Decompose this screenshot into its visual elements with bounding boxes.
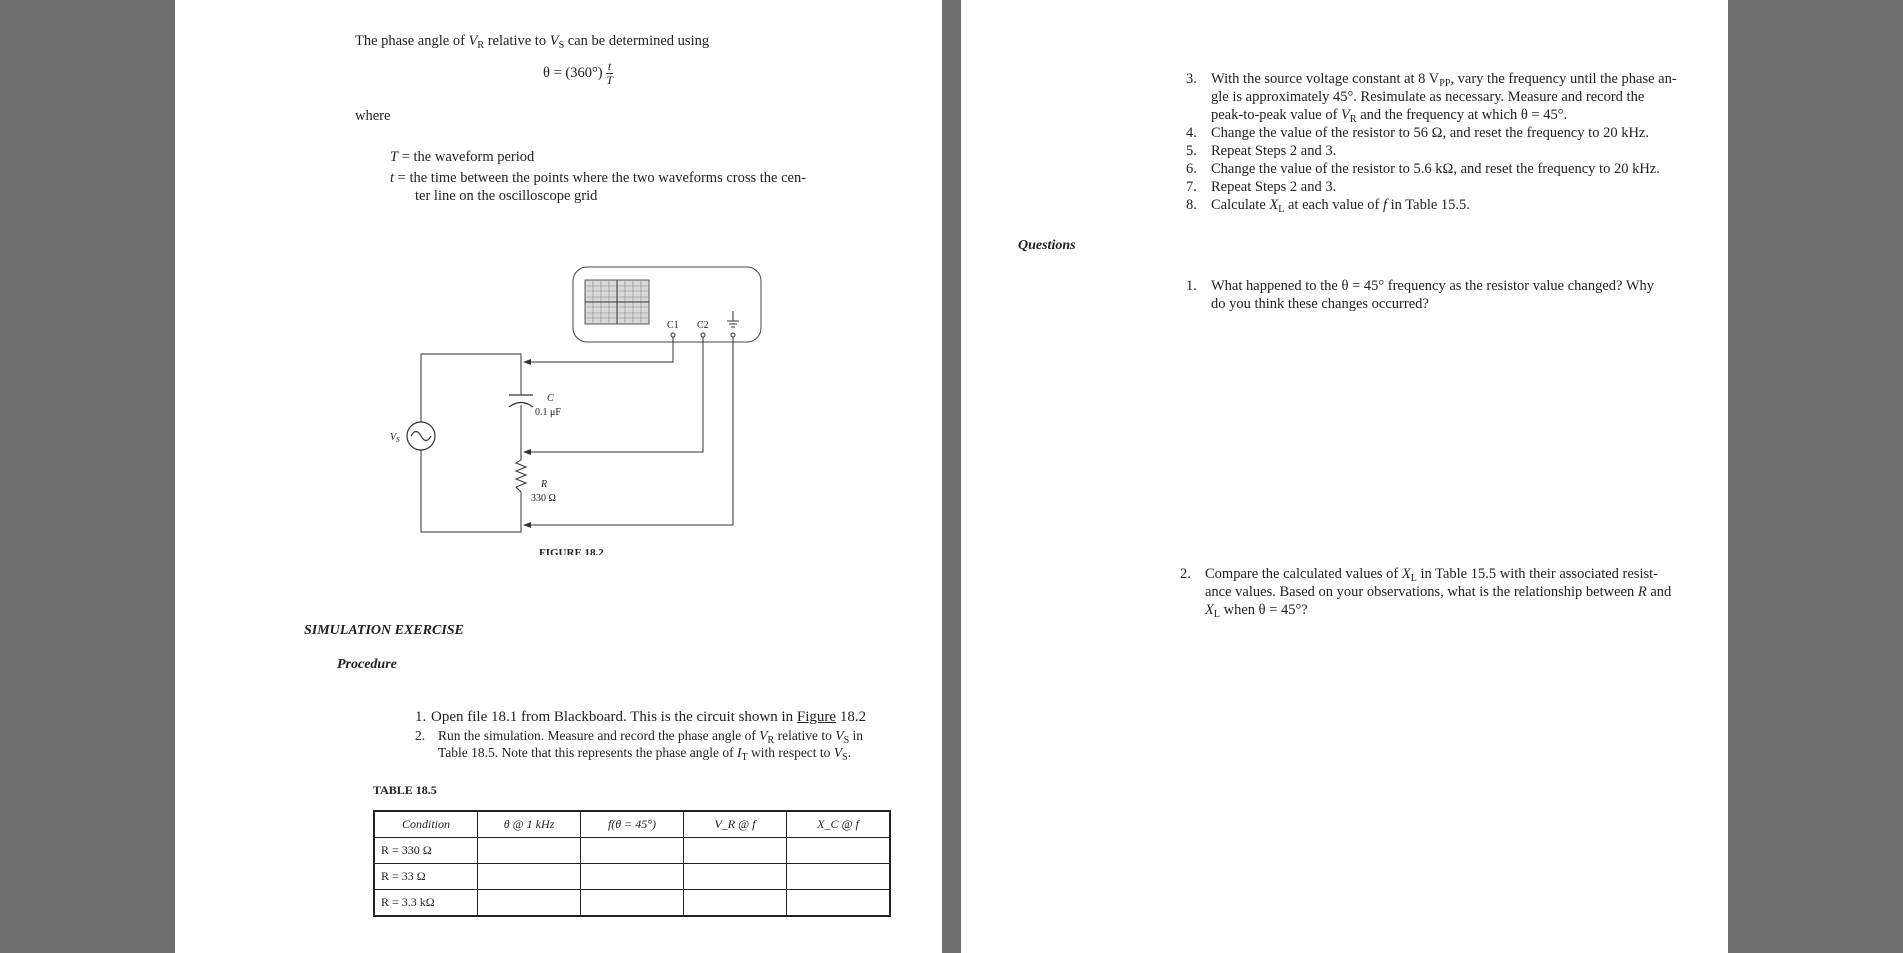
header-theta-1khz: θ @ 1 kHz — [478, 811, 581, 838]
table-cell — [581, 890, 684, 917]
question-2-line-2: ance values. Based on your observations, what is the relationship between R and — [1205, 584, 1672, 600]
table-cell — [787, 890, 891, 917]
table-cell — [684, 890, 787, 917]
question-2-line-3: $X_L$ when θ = 45°? — [1205, 602, 1308, 620]
table-cell — [478, 838, 581, 864]
table-row — [374, 864, 890, 890]
formula-fraction: $\frac{t}{T}$ — [606, 59, 613, 87]
table-cell — [581, 864, 684, 890]
figure-link[interactable]: Figure — [796, 709, 837, 725]
channel-1-label: C1 — [667, 320, 679, 331]
procedure-step-3-line-2: gle is approximately 45°. Resimulate as necessary. Measure and record the — [1211, 89, 1645, 105]
header-condition: Condition — [374, 811, 478, 838]
table-cell — [478, 890, 581, 917]
resistor-label: R — [541, 479, 548, 490]
table-cell — [684, 864, 787, 890]
capacitor-label: C — [547, 393, 554, 404]
table-header-row — [374, 811, 890, 838]
probe-arrowheads — [523, 359, 531, 528]
probe-wires — [525, 337, 733, 525]
oscilloscope-screen — [585, 280, 649, 324]
questions-heading: Questions — [1018, 238, 1076, 253]
ground-icon — [727, 311, 739, 327]
definition-time: t = the time between the points where the two waveforms cross the cen- — [390, 170, 807, 186]
capacitor-value: 0.1 μF — [535, 407, 561, 418]
resistor-symbol — [516, 460, 526, 492]
table-row — [374, 890, 890, 917]
cell-condition: R = 3.3 kΩ — [374, 890, 478, 917]
procedure-step-2-continued: Table 18.5. Note that this represents the phase angle of $I_T$ with respect to $V_S$. — [438, 745, 851, 763]
channel-2-label: C2 — [697, 320, 709, 331]
cell-condition: R = 33 Ω — [374, 864, 478, 890]
header-f-theta-45: f(θ = 45°) — [581, 811, 684, 838]
ac-source-symbol — [407, 422, 435, 450]
document-page-left: The phase angle of $V_R$ relative to $V_S$ can be determined using θ = (360°) $\frac{t}{T}$ where T = the waveform period t = the time between the points where the two waveforms cross the cen- ter line on the oscilloscope grid C1 C2 C 0.1 μF R 330 Ω $V_S$ FIGURE 18.2 SIMULATION EXERCISE Procedure 1. Open file 18.1 from Blackboard. This is the circuit shown in Figure 18.2 2. Run the simulation. Measure and record the phase angle of $V_R$ relative to $V_S$ in Table 18.5. Note that this represents the phase angle of $I_T$ with respect to $V_S$. TABLE 18.5 Condition θ @ 1 kHz f(θ = 45°) V_R @ f X_C @ f R = 330 Ω R = 33 Ω R = 3.3 kΩ — [175, 0, 942, 953]
table-title: TABLE 18.5 — [373, 783, 437, 797]
resistor-value: 330 Ω — [531, 493, 556, 504]
cell-condition: R = 330 Ω — [374, 838, 478, 864]
table-cell — [787, 838, 891, 864]
document-page-right: 3. With the source voltage constant at 8 $V_{PP}$, vary the frequency until the phase an- gle is approximately 45°. Resimulate as necessary. Measure and record the peak-to-peak value of $V_R$ and the frequency at which θ = 45°. 4. Change the value of the resistor to 56 Ω, and reset the frequency to 20 kHz. 5. Repeat Steps 2 and 3. 6. Change the value of the resistor to 5.6 kΩ, and reset the frequency to 20 kHz. 7. Repeat Steps 2 and 3. 8. Calculate $X_L$ at each value of f in Table 15.5. Questions 1. What happened to the θ = 45° frequency as the resistor value changed? Why do you think these changes occurred? 2. Compare the calculated values of $X_L$ in Table 15.5 with their associated resist- ance values. Based on your observations, what is the relationship between R and $X_L$ when θ = 45°? — [961, 0, 1728, 953]
question-1-line-2: do you think these changes occurred? — [1211, 296, 1429, 312]
scope-terminals — [671, 333, 735, 337]
circuit-loop-wires — [421, 354, 521, 532]
table-cell — [478, 864, 581, 890]
simulation-heading: SIMULATION EXERCISE — [304, 623, 464, 638]
source-label: $V_S$ — [390, 432, 400, 444]
where-label: where — [355, 108, 391, 124]
table-cell — [787, 864, 891, 890]
definition-period: T = the waveform period — [390, 149, 535, 165]
circuit-figure — [175, 255, 942, 555]
table-cell — [581, 838, 684, 864]
figure-caption: FIGURE 18.2 — [539, 547, 604, 555]
table-row — [374, 838, 890, 864]
results-table — [373, 810, 891, 917]
intro-text: The phase angle of $V_R$ relative to $V_S$ can be determined using — [355, 33, 710, 51]
procedure-step-3-line-3: peak-to-peak value of $V_R$ and the frequency at which θ = 45°. — [1211, 107, 1568, 125]
header-xc-at-f: X_C @ f — [787, 811, 891, 838]
table-cell — [684, 838, 787, 864]
header-vr-at-f: V_R @ f — [684, 811, 787, 838]
procedure-heading: Procedure — [337, 657, 397, 672]
definition-time-continued: ter line on the oscilloscope grid — [415, 188, 598, 204]
phase-formula: θ = (360°) $\frac{t}{T}$ — [543, 59, 613, 87]
